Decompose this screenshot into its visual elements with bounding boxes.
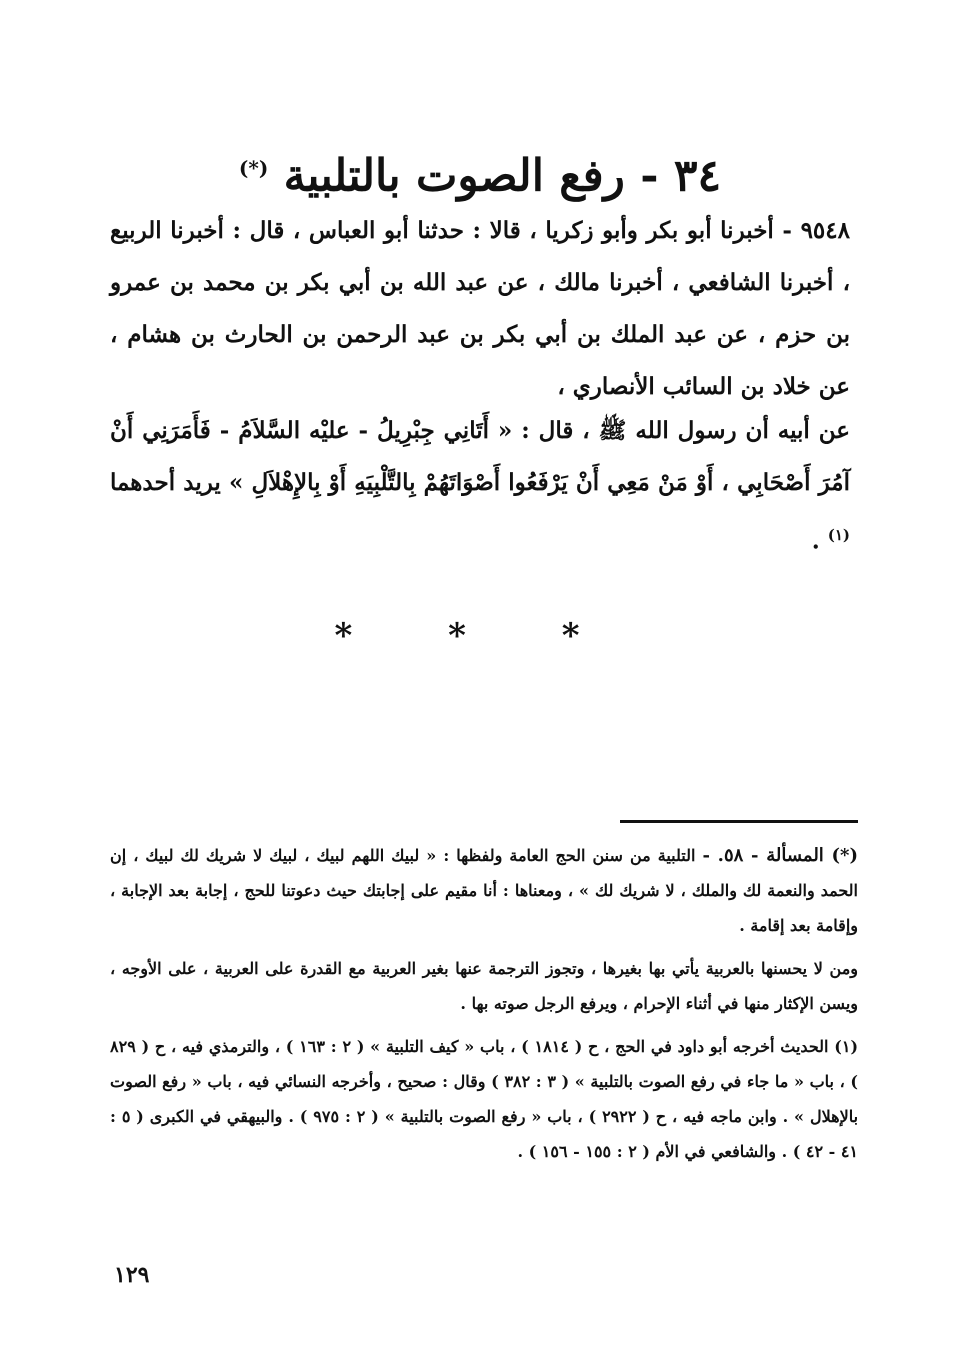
page-number: ١٢٩ [114,1262,150,1288]
footnote-star-paragraph-2: ومن لا يحسنها بالعربية يأتي بها بغيرها ، وتجوز الترجمة عنها بغير العربية مع القدرة على العربية ، على الأوجه ، ويسن الإكثار منها في أثناء الإحرام ، ويرفع الرجل صوته بها . [110,959,858,1013]
footnotes-section [110,838,858,1177]
footnote-1: (١) الحديث أخرجه أبو داود في الحج ، ح ( ١٨١٤ ) ، باب « كيف التلبية » ( ٢ : ١٦٣ ) ، والترمذي فيه ، ح ( ٨٢٩ ) ، باب « ما جاء في رفع الصوت بالتلبية » ( ٣ : ٣٨٢ ) وقال : صحيح ، وأخرجه النسائي فيه ، باب « رفع الصوت بالإهلال » . وابن ماجه فيه ، ح ( ٢٩٢٢ ) ، باب « رفع الصوت بالتلبية » ( ٢ : ٩٧٥ ) . والبيهقي في الكبرى ( ٥ : ٤١ - ٤٢ ) . والشافعي في الأم ( ٢ : ١٥٥ - ١٥٦ ) . [110,1037,859,1161]
hadith-text-block [110,405,850,568]
chapter-footnote-marker: (*) [238,156,269,180]
footnote-divider [620,820,858,823]
hadith-text: عن أبيه أن رسول الله ﷺ ، قال : « أَتَانِي جِبْرِيلُ - عليْه السَّلاَمُ - فَأَمَرَنِي أَنْ آمُرَ أَصْحَابِي ، أَوْ مَنْ مَعِي أَنْ يَرْفَعُوا أَصْوَاتَهُمْ بِالتَّلْبِيَهِ أَوْ بِالإِهْلاَلِ » يريد أحدهما [110,417,850,496]
chapter-title-text: ٣٤ - رفع الصوت بالتلبية [283,150,722,202]
hadith-ending: . [811,527,820,555]
footnote-star-paragraph-1 [110,838,858,943]
footnote-star-text-1: التلبية من سنن الحج العامة ولفظها : « لبيك اللهم لبيك ، لبيك لا شريك لك لبيك ، إن الحمد والنعمة لك والملك ، لا شريك لك » ، ومعناها : أنا مقيم على إجابتك حيث دعوتنا للحج ، إجابة بعد الإجابة ، وإقامة بعد إقامة . [110,846,858,935]
chapter-title [110,138,850,207]
section-separator: * * * [334,616,622,656]
hadith-chain: ٩٥٤٨ - أخبرنا أبو بكر وأبو زكريا ، قالا : حدثنا أبو العباس ، قال : أخبرنا الربيع ، أخبرنا الشافعي ، أخبرنا مالك ، عن عبد الله بن أبي بكر بن محمد بن عمرو بن حزم ، عن عبد الملك بن أبي بكر بن عبد الرحمن بن الحارث بن هشام ، عن خلاد بن السائب الأنصاري ، [110,217,850,400]
hadith-footnote-ref: (١) [827,526,850,544]
footnote-star-head: (*) المسألة - ٥٨. - [702,845,858,866]
